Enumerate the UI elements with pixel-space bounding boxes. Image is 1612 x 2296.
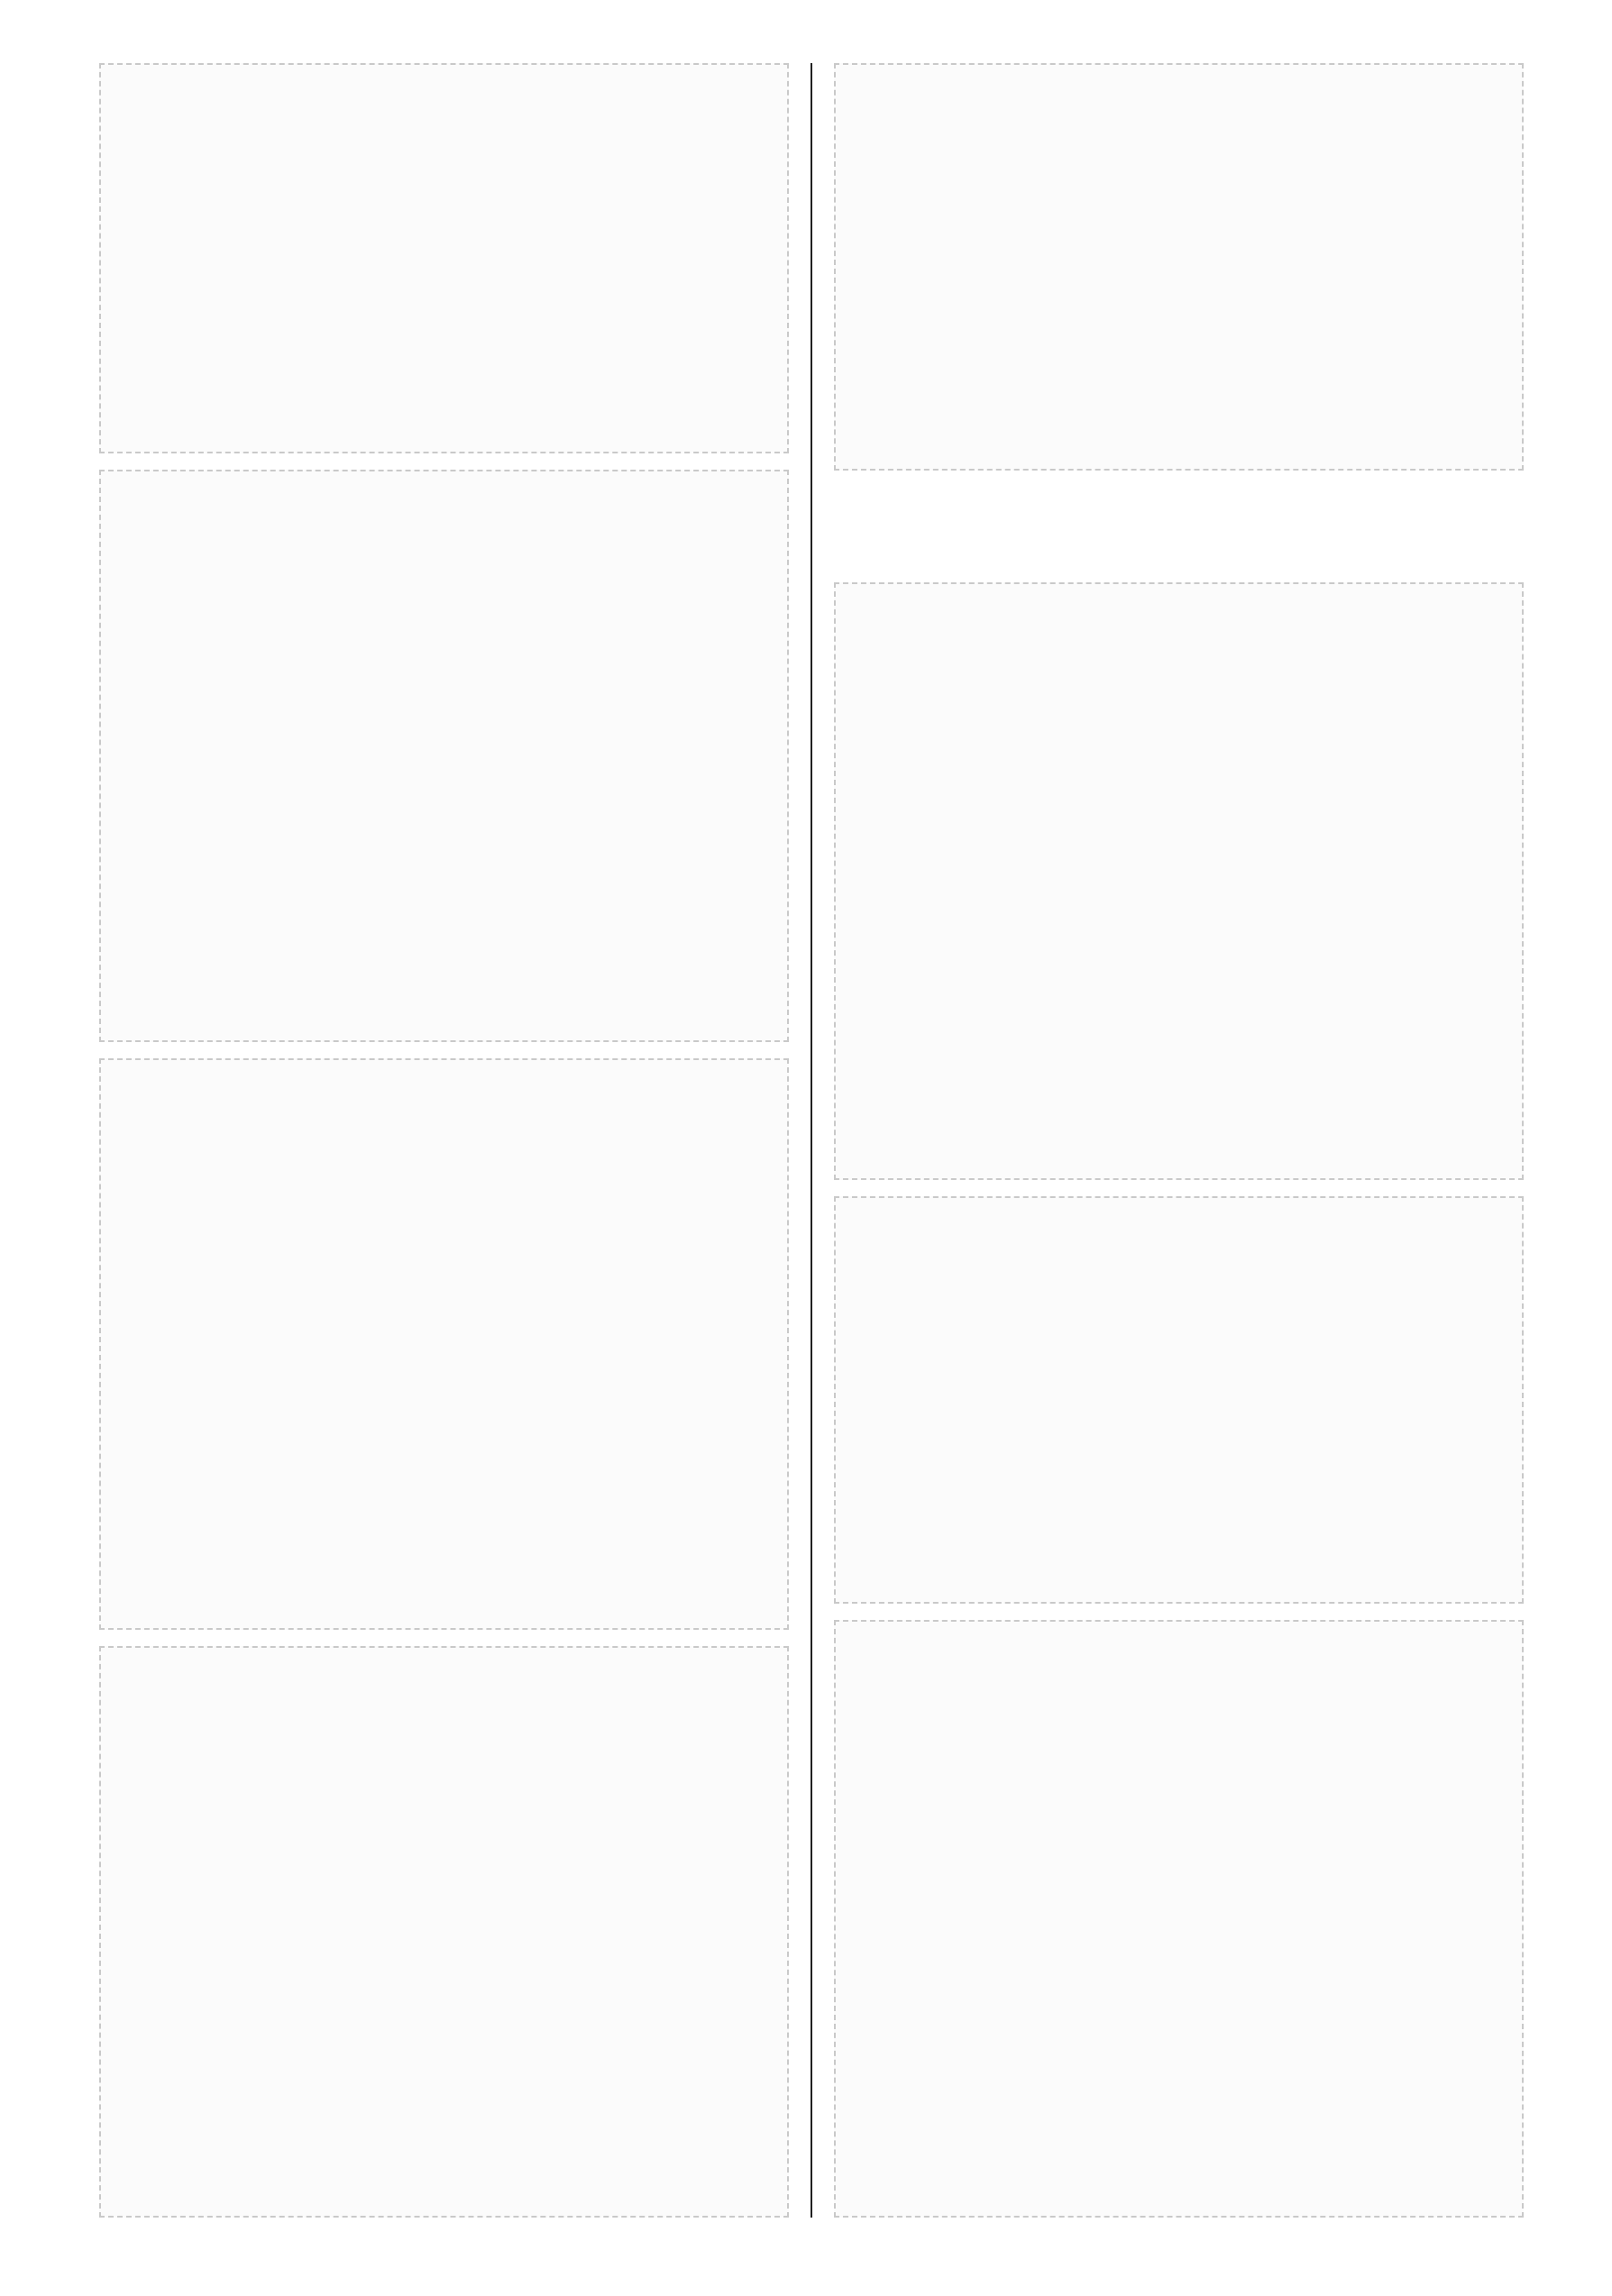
left-column [99, 63, 789, 2218]
text-block [834, 582, 1524, 1180]
text-block [99, 63, 789, 453]
answer-key-page [99, 63, 1524, 2218]
text-block [834, 1620, 1524, 2218]
text-block [834, 1196, 1524, 1604]
text-block [99, 470, 789, 1041]
text-block [99, 1646, 789, 2218]
chapter-title [834, 487, 1524, 505]
column-divider [811, 63, 812, 2218]
text-block [99, 1058, 789, 1630]
page-number [0, 2233, 1612, 2251]
text-block [834, 63, 1524, 471]
subsection-title [834, 552, 1524, 566]
section-title [834, 521, 1524, 535]
right-column [834, 63, 1524, 2218]
